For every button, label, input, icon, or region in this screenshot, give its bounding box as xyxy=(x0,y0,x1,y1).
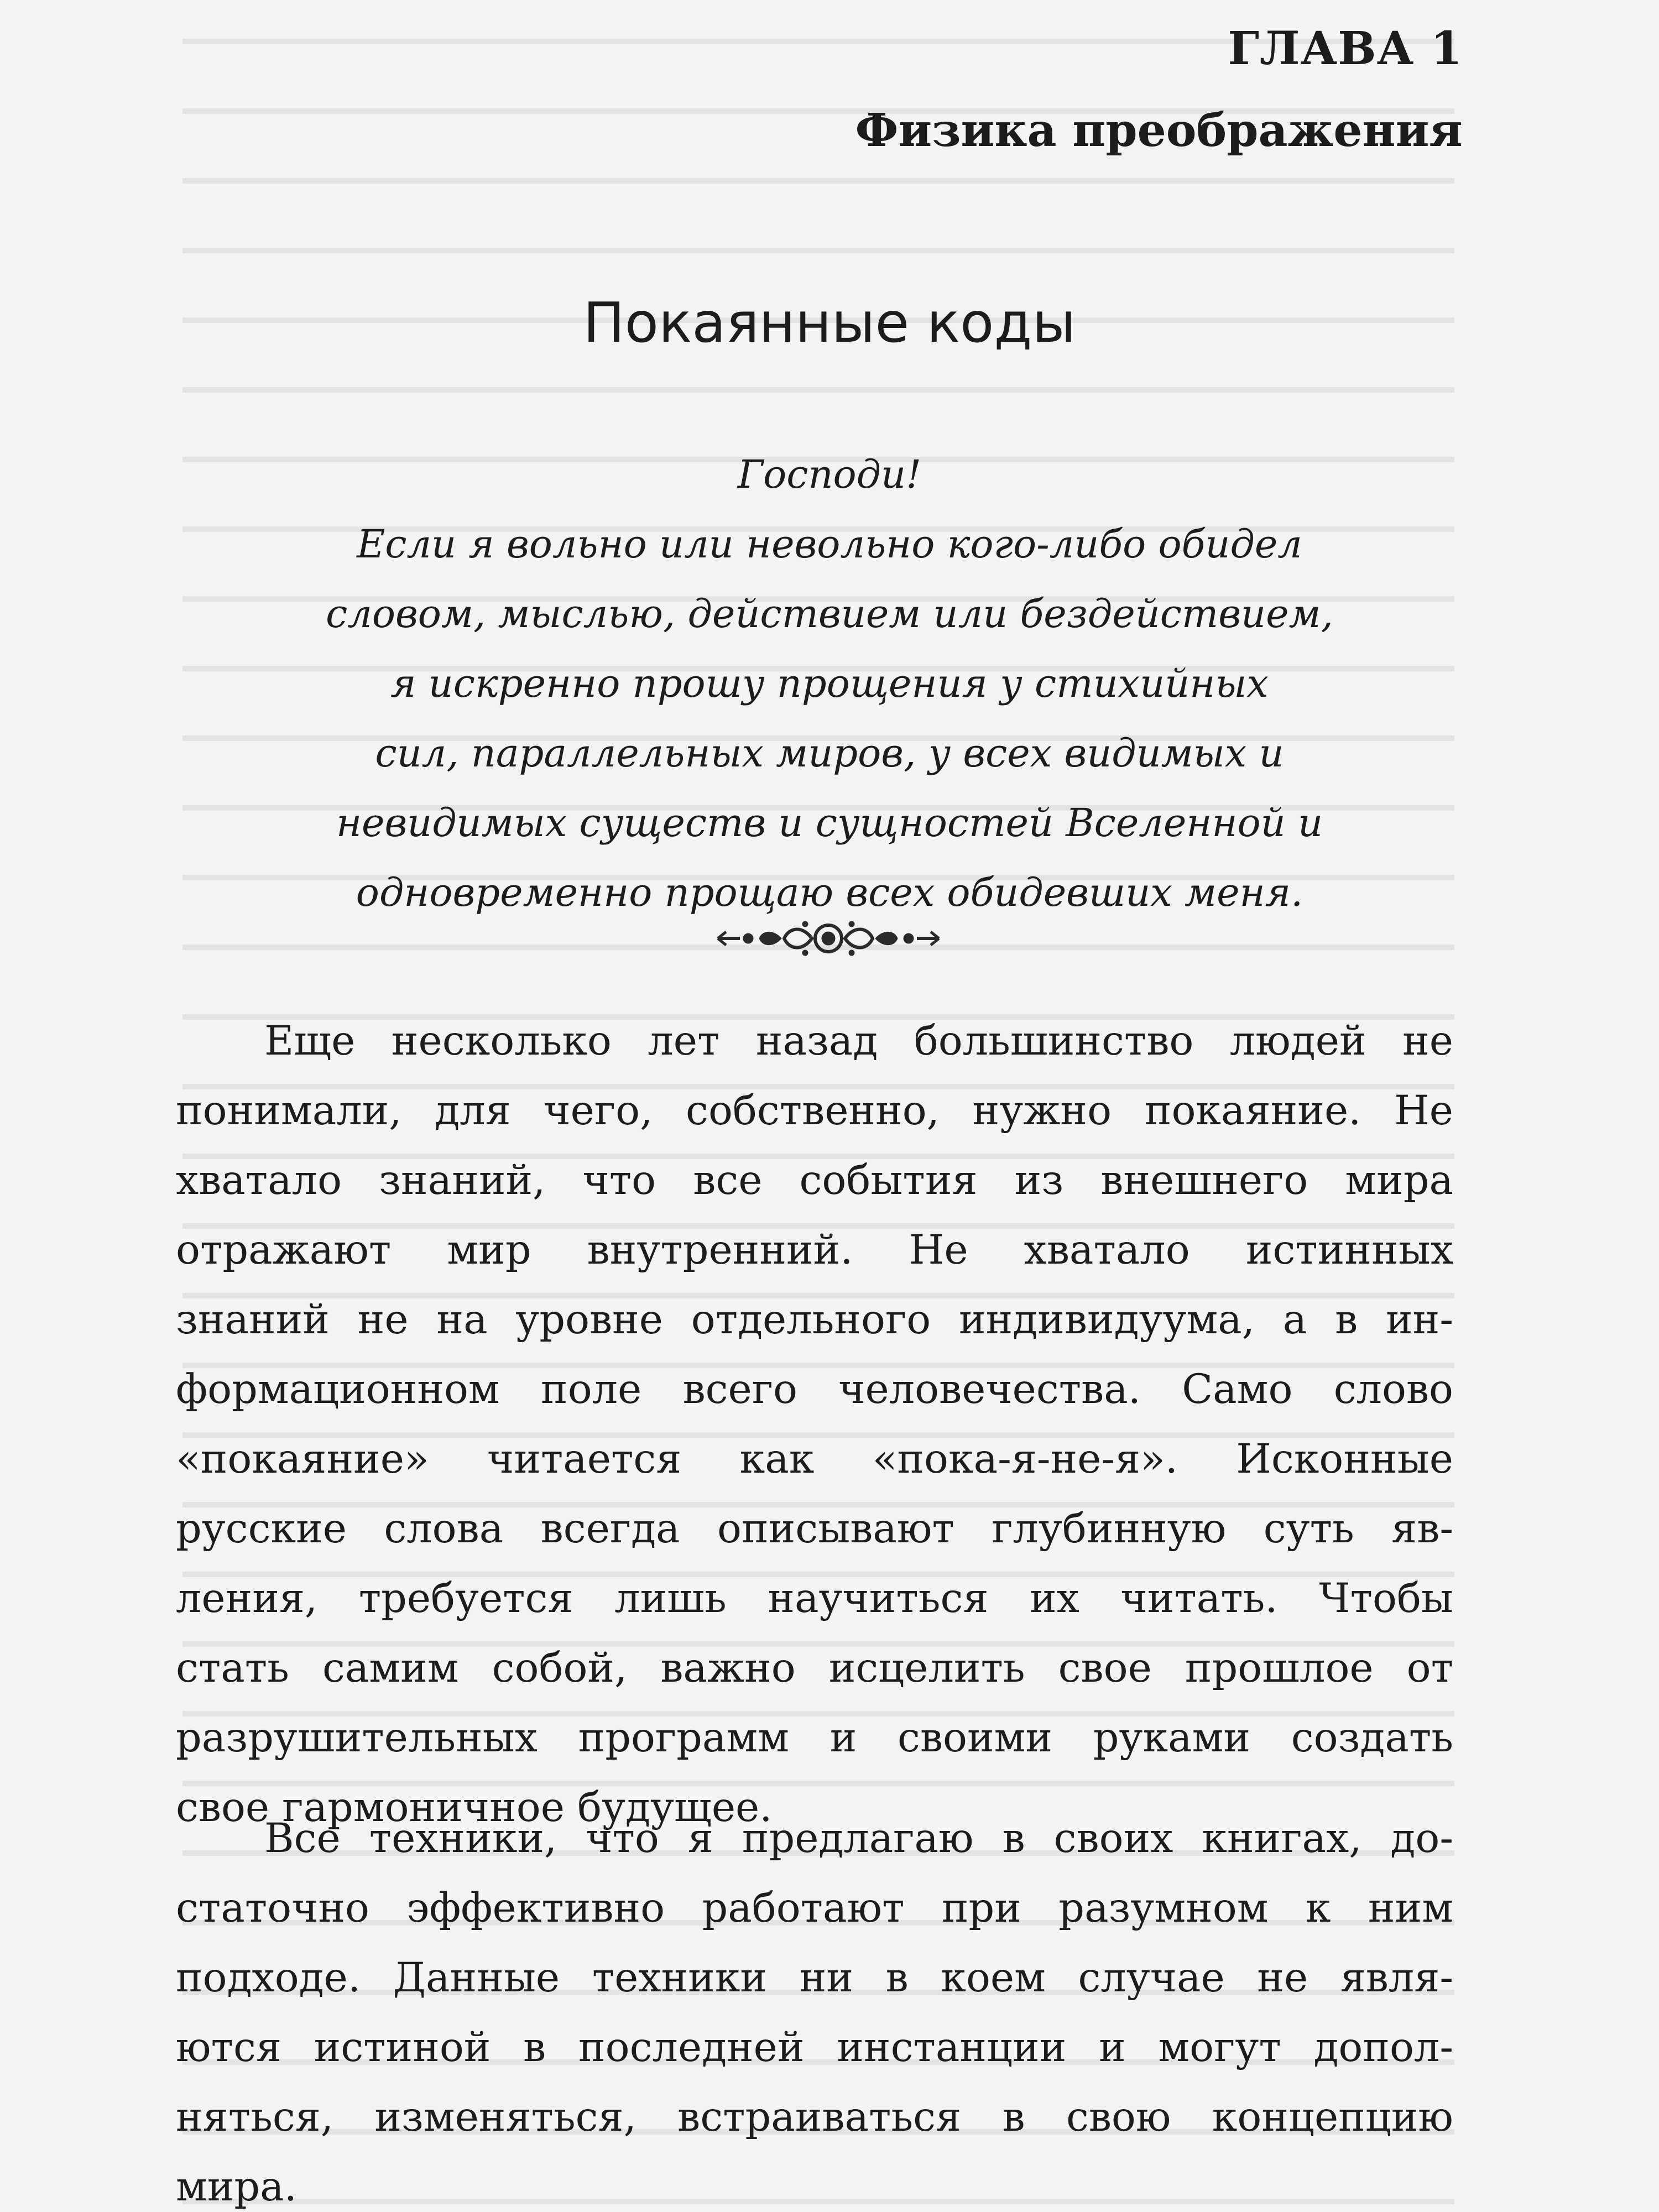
text-line: понимали, для чего, собственно, нужно покаяние. Не xyxy=(176,1087,1453,1134)
text-line: «покаяние» читается как «пока-я-не-я». Исконные xyxy=(176,1436,1453,1483)
prayer-line: я искренно прошу прощения у стихийных xyxy=(390,661,1269,706)
text-line: няться, изменяться, встраиваться в свою концепцию xyxy=(176,2094,1453,2141)
text-line: свое гармоничное будущее. xyxy=(176,1784,773,1831)
text-line: Еще несколько лет назад большинство людей не xyxy=(264,1018,1453,1065)
prayer-line: одновременно прощаю всех обидевших меня. xyxy=(356,870,1303,915)
text-line: мира. xyxy=(176,2163,297,2210)
text-line: статочно эффективно работают при разумном к ним xyxy=(176,1885,1453,1932)
prayer-line: Если я вольно или невольно кого-либо обидел xyxy=(357,521,1302,567)
text-line: Все техники, что я предлагаю в своих книгах, до- xyxy=(264,1815,1453,1862)
chapter-label: ГЛАВА 1 xyxy=(1228,22,1463,75)
paragraph-2 xyxy=(176,1804,1453,2212)
text-line: ются истиной в последней инстанции и могут допол- xyxy=(176,2024,1453,2071)
text-line: стать самим собой, важно исцелить свое прошлое от xyxy=(176,1645,1453,1692)
decorative-vignette-icon xyxy=(707,915,950,962)
prayer-block xyxy=(0,440,1659,927)
text-line: ления, требуется лишь научиться их читать. Чтобы xyxy=(176,1575,1453,1622)
prayer-line: Господи! xyxy=(737,452,922,497)
text-line: разрушительных программ и своими руками создать xyxy=(176,1714,1453,1761)
prayer-line: сил, параллельных миров, у всех видимых и xyxy=(375,731,1284,776)
text-line: русские слова всегда описывают глубинную суть яв- xyxy=(176,1505,1453,1552)
text-line: отражают мир внутренний. Не хватало истинных xyxy=(176,1227,1453,1274)
text-line: знаний не на уровне отдельного индивидуума, а в ин- xyxy=(176,1296,1453,1343)
text-line: хватало знаний, что все события из внешнего мира xyxy=(176,1157,1453,1204)
prayer-line: невидимых существ и сущностей Вселенной и xyxy=(336,800,1323,846)
chapter-title: Физика преображения xyxy=(855,104,1463,157)
text-line: формационном поле всего человечества. Само слово xyxy=(176,1366,1453,1413)
prayer-line: словом, мыслью, действием или бездействием, xyxy=(326,591,1333,637)
section-title: Покаянные коды xyxy=(583,290,1076,355)
paragraph-1 xyxy=(176,1006,1453,1843)
text-line: подходе. Данные техники ни в коем случае не явля- xyxy=(176,1954,1453,2001)
